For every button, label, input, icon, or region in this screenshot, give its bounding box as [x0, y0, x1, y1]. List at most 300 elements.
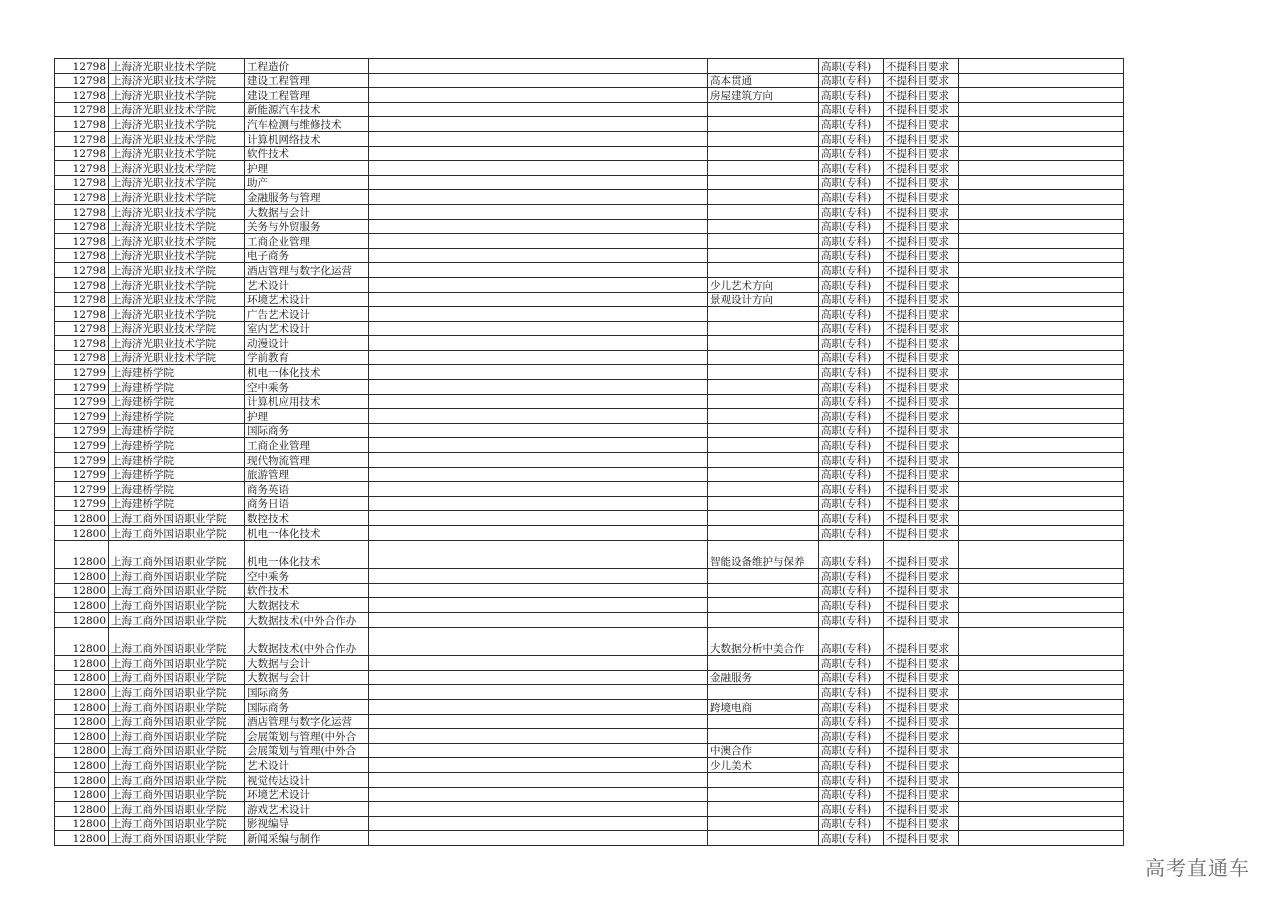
major-note-cell — [708, 161, 819, 176]
blank-cell — [959, 292, 1124, 307]
school-name-cell: 上海济光职业技术学院 — [109, 59, 245, 74]
blank-cell — [369, 248, 708, 263]
blank-cell — [369, 758, 708, 773]
major-note-cell — [708, 219, 819, 234]
blank-cell — [369, 772, 708, 787]
blank-cell — [959, 394, 1124, 409]
blank-cell — [369, 612, 708, 627]
subject-requirement-cell: 不提科目要求 — [884, 365, 959, 380]
blank-cell — [369, 511, 708, 526]
education-level-cell: 高职(专科) — [819, 117, 884, 132]
table-row — [55, 204, 1124, 219]
school-name-cell: 上海建桥学院 — [109, 438, 245, 453]
major-note-cell — [708, 772, 819, 787]
major-name-cell: 助产 — [245, 175, 369, 190]
subject-requirement-cell: 不提科目要求 — [884, 219, 959, 234]
major-note-cell — [708, 526, 819, 541]
education-level-cell: 高职(专科) — [819, 569, 884, 584]
major-name-cell: 机电一体化技术 — [245, 365, 369, 380]
school-code-cell: 12800 — [55, 772, 109, 787]
education-level-cell: 高职(专科) — [819, 350, 884, 365]
school-code-cell: 12800 — [55, 787, 109, 802]
school-name-cell: 上海济光职业技术学院 — [109, 175, 245, 190]
school-name-cell: 上海工商外国语职业学院 — [109, 758, 245, 773]
major-note-cell — [708, 802, 819, 817]
school-name-cell: 上海工商外国语职业学院 — [109, 699, 245, 714]
major-note-cell: 跨境电商 — [708, 699, 819, 714]
blank-cell — [959, 569, 1124, 584]
blank-cell — [369, 146, 708, 161]
blank-cell — [959, 409, 1124, 424]
blank-cell — [959, 161, 1124, 176]
major-name-cell: 工程造价 — [245, 59, 369, 74]
blank-cell — [959, 816, 1124, 831]
blank-cell — [369, 656, 708, 671]
school-code-cell: 12800 — [55, 699, 109, 714]
blank-cell — [369, 598, 708, 613]
education-level-cell: 高职(专科) — [819, 409, 884, 424]
table-row — [55, 175, 1124, 190]
subject-requirement-cell: 不提科目要求 — [884, 729, 959, 744]
blank-cell — [959, 714, 1124, 729]
table-row — [55, 598, 1124, 613]
education-level-cell: 高职(专科) — [819, 131, 884, 146]
blank-cell — [369, 292, 708, 307]
blank-cell — [959, 496, 1124, 511]
table-row — [55, 511, 1124, 526]
table-row — [55, 627, 1124, 656]
blank-cell — [959, 656, 1124, 671]
subject-requirement-cell: 不提科目要求 — [884, 423, 959, 438]
blank-cell — [959, 88, 1124, 103]
education-level-cell: 高职(专科) — [819, 161, 884, 176]
table-row — [55, 685, 1124, 700]
major-name-cell: 机电一体化技术 — [245, 526, 369, 541]
major-note-cell — [708, 453, 819, 468]
school-code-cell: 12800 — [55, 540, 109, 569]
education-level-cell: 高职(专科) — [819, 102, 884, 117]
blank-cell — [369, 88, 708, 103]
table-row — [55, 802, 1124, 817]
blank-cell — [959, 307, 1124, 322]
subject-requirement-cell: 不提科目要求 — [884, 772, 959, 787]
table-row — [55, 569, 1124, 584]
subject-requirement-cell: 不提科目要求 — [884, 350, 959, 365]
major-name-cell: 大数据技术(中外合作办 — [245, 627, 369, 656]
blank-cell — [369, 729, 708, 744]
blank-cell — [959, 248, 1124, 263]
school-name-cell: 上海工商外国语职业学院 — [109, 714, 245, 729]
subject-requirement-cell: 不提科目要求 — [884, 438, 959, 453]
school-name-cell: 上海工商外国语职业学院 — [109, 816, 245, 831]
major-name-cell: 室内艺术设计 — [245, 321, 369, 336]
major-name-cell: 大数据技术 — [245, 598, 369, 613]
table-row — [55, 161, 1124, 176]
major-name-cell: 动漫设计 — [245, 336, 369, 351]
school-code-cell: 12798 — [55, 277, 109, 292]
school-code-cell: 12799 — [55, 365, 109, 380]
school-code-cell: 12798 — [55, 263, 109, 278]
major-name-cell: 大数据与会计 — [245, 204, 369, 219]
subject-requirement-cell: 不提科目要求 — [884, 453, 959, 468]
subject-requirement-cell: 不提科目要求 — [884, 743, 959, 758]
major-note-cell: 金融服务 — [708, 670, 819, 685]
subject-requirement-cell: 不提科目要求 — [884, 670, 959, 685]
subject-requirement-cell: 不提科目要求 — [884, 540, 959, 569]
major-note-cell — [708, 729, 819, 744]
subject-requirement-cell: 不提科目要求 — [884, 787, 959, 802]
blank-cell — [959, 453, 1124, 468]
subject-requirement-cell: 不提科目要求 — [884, 831, 959, 846]
education-level-cell: 高职(专科) — [819, 248, 884, 263]
school-code-cell: 12799 — [55, 453, 109, 468]
enrollment-table — [54, 58, 1124, 846]
major-name-cell: 国际商务 — [245, 699, 369, 714]
major-note-cell — [708, 336, 819, 351]
table-row — [55, 263, 1124, 278]
subject-requirement-cell: 不提科目要求 — [884, 88, 959, 103]
education-level-cell: 高职(专科) — [819, 787, 884, 802]
major-name-cell: 建设工程管理 — [245, 73, 369, 88]
subject-requirement-cell: 不提科目要求 — [884, 307, 959, 322]
blank-cell — [959, 73, 1124, 88]
school-name-cell: 上海建桥学院 — [109, 467, 245, 482]
blank-cell — [369, 423, 708, 438]
major-note-cell — [708, 263, 819, 278]
major-name-cell: 建设工程管理 — [245, 88, 369, 103]
education-level-cell: 高职(专科) — [819, 175, 884, 190]
major-name-cell: 学前教育 — [245, 350, 369, 365]
major-note-cell — [708, 204, 819, 219]
table-row — [55, 526, 1124, 541]
table-row — [55, 350, 1124, 365]
school-name-cell: 上海工商外国语职业学院 — [109, 802, 245, 817]
blank-cell — [959, 117, 1124, 132]
school-name-cell: 上海济光职业技术学院 — [109, 117, 245, 132]
major-name-cell: 酒店管理与数字化运营 — [245, 714, 369, 729]
blank-cell — [959, 102, 1124, 117]
education-level-cell: 高职(专科) — [819, 656, 884, 671]
school-code-cell: 12798 — [55, 219, 109, 234]
table-row — [55, 816, 1124, 831]
education-level-cell: 高职(专科) — [819, 772, 884, 787]
subject-requirement-cell: 不提科目要求 — [884, 758, 959, 773]
school-name-cell: 上海济光职业技术学院 — [109, 146, 245, 161]
subject-requirement-cell: 不提科目要求 — [884, 292, 959, 307]
major-name-cell: 商务英语 — [245, 482, 369, 497]
table-row — [55, 117, 1124, 132]
subject-requirement-cell: 不提科目要求 — [884, 612, 959, 627]
education-level-cell: 高职(专科) — [819, 496, 884, 511]
table-row — [55, 219, 1124, 234]
major-name-cell: 机电一体化技术 — [245, 540, 369, 569]
table-row — [55, 699, 1124, 714]
major-note-cell — [708, 350, 819, 365]
school-code-cell: 12798 — [55, 117, 109, 132]
blank-cell — [959, 685, 1124, 700]
major-note-cell — [708, 816, 819, 831]
school-name-cell: 上海建桥学院 — [109, 380, 245, 395]
school-name-cell: 上海济光职业技术学院 — [109, 248, 245, 263]
blank-cell — [959, 482, 1124, 497]
education-level-cell: 高职(专科) — [819, 263, 884, 278]
subject-requirement-cell: 不提科目要求 — [884, 380, 959, 395]
blank-cell — [369, 350, 708, 365]
school-code-cell: 12800 — [55, 758, 109, 773]
education-level-cell: 高职(专科) — [819, 612, 884, 627]
blank-cell — [959, 583, 1124, 598]
school-name-cell: 上海建桥学院 — [109, 482, 245, 497]
major-name-cell: 关务与外贸服务 — [245, 219, 369, 234]
table-row — [55, 146, 1124, 161]
subject-requirement-cell: 不提科目要求 — [884, 204, 959, 219]
major-note-cell — [708, 685, 819, 700]
table-row — [55, 292, 1124, 307]
blank-cell — [959, 612, 1124, 627]
education-level-cell: 高职(专科) — [819, 467, 884, 482]
blank-cell — [959, 438, 1124, 453]
education-level-cell: 高职(专科) — [819, 627, 884, 656]
education-level-cell: 高职(专科) — [819, 423, 884, 438]
blank-cell — [369, 219, 708, 234]
major-note-cell — [708, 831, 819, 846]
major-note-cell — [708, 102, 819, 117]
blank-cell — [369, 670, 708, 685]
school-name-cell: 上海工商外国语职业学院 — [109, 656, 245, 671]
school-code-cell: 12800 — [55, 598, 109, 613]
school-name-cell: 上海济光职业技术学院 — [109, 131, 245, 146]
school-name-cell: 上海济光职业技术学院 — [109, 88, 245, 103]
blank-cell — [369, 526, 708, 541]
education-level-cell: 高职(专科) — [819, 277, 884, 292]
table-row — [55, 729, 1124, 744]
school-code-cell: 12800 — [55, 569, 109, 584]
table-row — [55, 714, 1124, 729]
table-row — [55, 612, 1124, 627]
blank-cell — [959, 204, 1124, 219]
subject-requirement-cell: 不提科目要求 — [884, 102, 959, 117]
blank-cell — [959, 526, 1124, 541]
blank-cell — [369, 131, 708, 146]
subject-requirement-cell: 不提科目要求 — [884, 583, 959, 598]
subject-requirement-cell: 不提科目要求 — [884, 496, 959, 511]
blank-cell — [369, 540, 708, 569]
major-note-cell — [708, 117, 819, 132]
major-note-cell — [708, 321, 819, 336]
blank-cell — [369, 204, 708, 219]
school-name-cell: 上海工商外国语职业学院 — [109, 772, 245, 787]
education-level-cell: 高职(专科) — [819, 321, 884, 336]
school-name-cell: 上海工商外国语职业学院 — [109, 540, 245, 569]
blank-cell — [959, 758, 1124, 773]
table-row — [55, 234, 1124, 249]
school-code-cell: 12798 — [55, 321, 109, 336]
school-code-cell: 12800 — [55, 656, 109, 671]
major-note-cell — [708, 438, 819, 453]
major-note-cell — [708, 248, 819, 263]
blank-cell — [959, 670, 1124, 685]
enrollment-table-sheet — [54, 58, 1123, 847]
blank-cell — [369, 743, 708, 758]
major-name-cell: 艺术设计 — [245, 277, 369, 292]
major-note-cell — [708, 569, 819, 584]
major-note-cell — [708, 394, 819, 409]
education-level-cell: 高职(专科) — [819, 234, 884, 249]
table-row — [55, 467, 1124, 482]
blank-cell — [369, 787, 708, 802]
school-code-cell: 12798 — [55, 336, 109, 351]
major-note-cell — [708, 423, 819, 438]
blank-cell — [369, 234, 708, 249]
table-row — [55, 307, 1124, 322]
major-name-cell: 空中乘务 — [245, 380, 369, 395]
major-note-cell — [708, 467, 819, 482]
blank-cell — [959, 219, 1124, 234]
blank-cell — [959, 190, 1124, 205]
school-name-cell: 上海济光职业技术学院 — [109, 219, 245, 234]
education-level-cell: 高职(专科) — [819, 758, 884, 773]
table-row — [55, 656, 1124, 671]
subject-requirement-cell: 不提科目要求 — [884, 526, 959, 541]
blank-cell — [959, 336, 1124, 351]
school-name-cell: 上海建桥学院 — [109, 423, 245, 438]
table-row — [55, 787, 1124, 802]
major-name-cell: 软件技术 — [245, 583, 369, 598]
school-code-cell: 12798 — [55, 307, 109, 322]
table-row — [55, 190, 1124, 205]
blank-cell — [959, 277, 1124, 292]
education-level-cell: 高职(专科) — [819, 511, 884, 526]
education-level-cell: 高职(专科) — [819, 438, 884, 453]
school-code-cell: 12799 — [55, 409, 109, 424]
education-level-cell: 高职(专科) — [819, 204, 884, 219]
school-name-cell: 上海济光职业技术学院 — [109, 321, 245, 336]
subject-requirement-cell: 不提科目要求 — [884, 802, 959, 817]
education-level-cell: 高职(专科) — [819, 336, 884, 351]
blank-cell — [369, 380, 708, 395]
school-name-cell: 上海工商外国语职业学院 — [109, 831, 245, 846]
education-level-cell: 高职(专科) — [819, 699, 884, 714]
major-name-cell: 国际商务 — [245, 685, 369, 700]
table-row — [55, 248, 1124, 263]
major-note-cell — [708, 234, 819, 249]
school-name-cell: 上海济光职业技术学院 — [109, 234, 245, 249]
subject-requirement-cell: 不提科目要求 — [884, 569, 959, 584]
table-row — [55, 831, 1124, 846]
subject-requirement-cell: 不提科目要求 — [884, 59, 959, 74]
school-code-cell: 12800 — [55, 612, 109, 627]
major-note-cell — [708, 612, 819, 627]
school-code-cell: 12798 — [55, 102, 109, 117]
subject-requirement-cell: 不提科目要求 — [884, 685, 959, 700]
major-name-cell: 视觉传达设计 — [245, 772, 369, 787]
school-code-cell: 12799 — [55, 423, 109, 438]
school-name-cell: 上海工商外国语职业学院 — [109, 627, 245, 656]
blank-cell — [959, 234, 1124, 249]
major-name-cell: 工商企业管理 — [245, 438, 369, 453]
table-row — [55, 743, 1124, 758]
blank-cell — [959, 175, 1124, 190]
major-name-cell: 软件技术 — [245, 146, 369, 161]
school-name-cell: 上海建桥学院 — [109, 409, 245, 424]
education-level-cell: 高职(专科) — [819, 526, 884, 541]
subject-requirement-cell: 不提科目要求 — [884, 409, 959, 424]
school-name-cell: 上海工商外国语职业学院 — [109, 511, 245, 526]
major-name-cell: 大数据与会计 — [245, 656, 369, 671]
major-note-cell: 智能设备维护与保养 — [708, 540, 819, 569]
major-name-cell: 计算机应用技术 — [245, 394, 369, 409]
school-code-cell: 12800 — [55, 583, 109, 598]
school-name-cell: 上海建桥学院 — [109, 453, 245, 468]
blank-cell — [369, 277, 708, 292]
education-level-cell: 高职(专科) — [819, 307, 884, 322]
school-code-cell: 12800 — [55, 743, 109, 758]
blank-cell — [369, 409, 708, 424]
school-code-cell: 12798 — [55, 161, 109, 176]
school-code-cell: 12799 — [55, 496, 109, 511]
table-row — [55, 583, 1124, 598]
major-name-cell: 新闻采编与制作 — [245, 831, 369, 846]
major-name-cell: 广告艺术设计 — [245, 307, 369, 322]
school-code-cell: 12799 — [55, 380, 109, 395]
subject-requirement-cell: 不提科目要求 — [884, 161, 959, 176]
table-row — [55, 409, 1124, 424]
major-note-cell — [708, 380, 819, 395]
school-code-cell: 12798 — [55, 146, 109, 161]
blank-cell — [959, 787, 1124, 802]
table-row — [55, 336, 1124, 351]
school-name-cell: 上海济光职业技术学院 — [109, 307, 245, 322]
subject-requirement-cell: 不提科目要求 — [884, 511, 959, 526]
education-level-cell: 高职(专科) — [819, 831, 884, 846]
blank-cell — [369, 175, 708, 190]
school-name-cell: 上海济光职业技术学院 — [109, 336, 245, 351]
major-name-cell: 汽车检测与维修技术 — [245, 117, 369, 132]
blank-cell — [369, 73, 708, 88]
school-code-cell: 12798 — [55, 175, 109, 190]
table-row — [55, 423, 1124, 438]
major-name-cell: 大数据技术(中外合作办 — [245, 612, 369, 627]
major-note-cell — [708, 409, 819, 424]
major-name-cell: 旅游管理 — [245, 467, 369, 482]
table-row — [55, 758, 1124, 773]
school-code-cell: 12798 — [55, 350, 109, 365]
school-code-cell: 12798 — [55, 190, 109, 205]
blank-cell — [959, 743, 1124, 758]
major-name-cell: 计算机网络技术 — [245, 131, 369, 146]
blank-cell — [959, 699, 1124, 714]
subject-requirement-cell: 不提科目要求 — [884, 598, 959, 613]
blank-cell — [369, 161, 708, 176]
major-name-cell: 金融服务与管理 — [245, 190, 369, 205]
blank-cell — [959, 511, 1124, 526]
school-code-cell: 12800 — [55, 831, 109, 846]
table-row — [55, 453, 1124, 468]
blank-cell — [369, 336, 708, 351]
table-row — [55, 482, 1124, 497]
table-row — [55, 88, 1124, 103]
major-name-cell: 环境艺术设计 — [245, 787, 369, 802]
school-name-cell: 上海工商外国语职业学院 — [109, 685, 245, 700]
blank-cell — [959, 467, 1124, 482]
major-note-cell — [708, 714, 819, 729]
blank-cell — [369, 365, 708, 380]
subject-requirement-cell: 不提科目要求 — [884, 467, 959, 482]
major-note-cell — [708, 787, 819, 802]
table-row — [55, 540, 1124, 569]
education-level-cell: 高职(专科) — [819, 714, 884, 729]
blank-cell — [959, 263, 1124, 278]
